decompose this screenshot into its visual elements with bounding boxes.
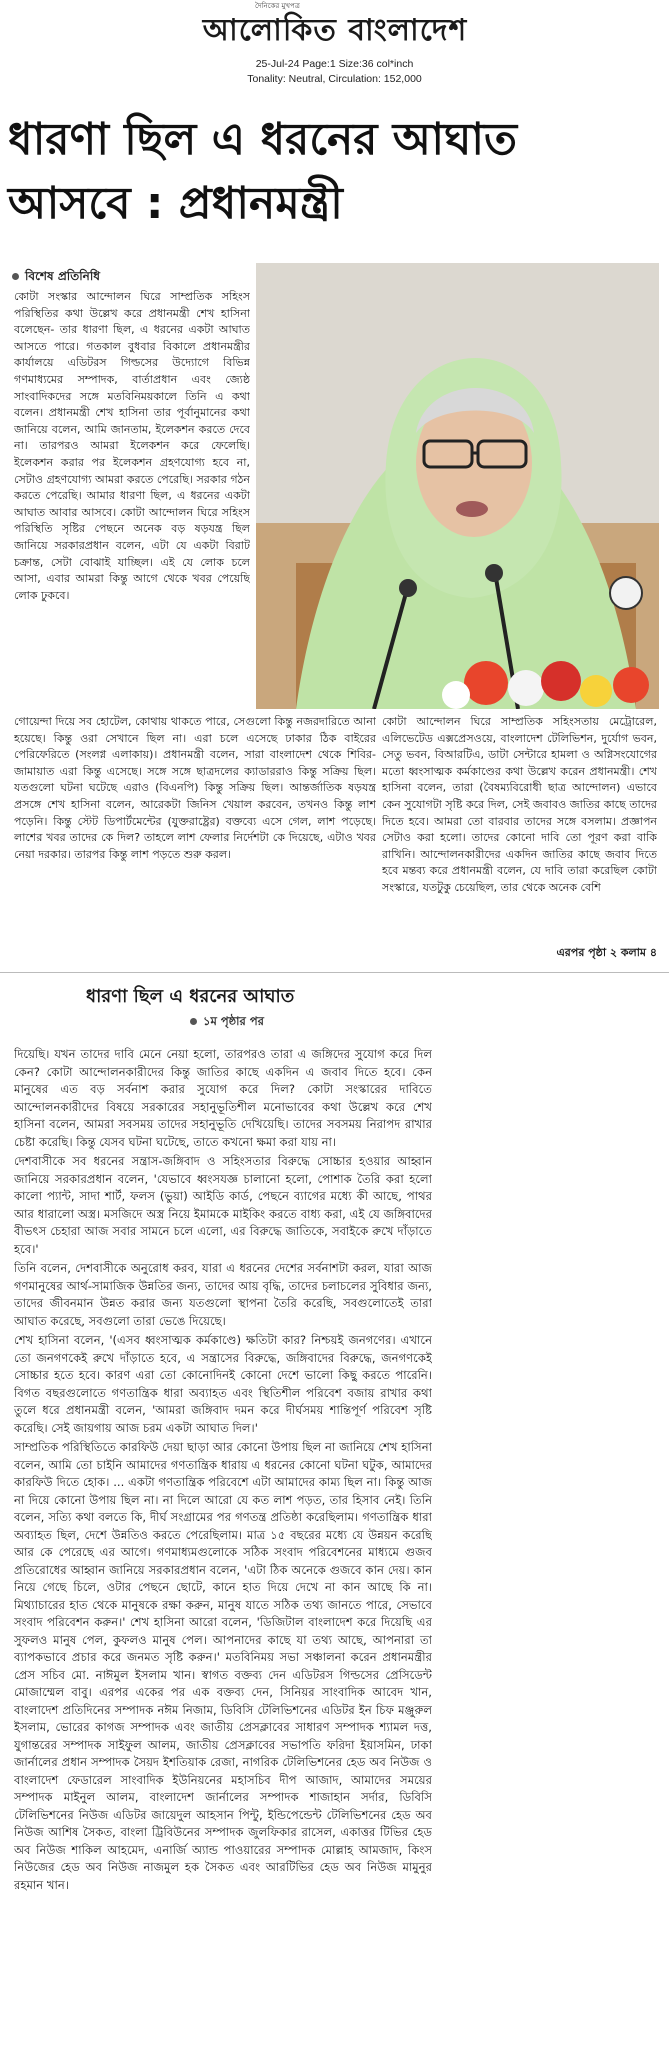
brand-tagline: দৈনিকের মুখপত্র <box>255 2 300 10</box>
continuation-paragraph: তিনি বলেন, দেশবাসীকে অনুরোধ করব, যারা এ ধরনের দেশের সর্বনাশটা করল, যারা আজ গণমানুষের আর্থ-সামাজিক উন্নতির জন্য, তাদের আয় বৃদ্ধি, তাদের চলাচলের সুবিধার জন্য, তাদের জীবনমান উন্নত করার জন্য যতগুলো স্থাপনা তৈরি করেছি, সবগুলোতেই তারা আঘাত করেছে, সবগুলো তারা ভেঙে দিয়েছে। <box>14 1261 432 1328</box>
article-photo <box>256 263 659 709</box>
masthead <box>0 0 669 92</box>
section-divider <box>0 972 669 973</box>
continuation-paragraph: সাম্প্রতিক পরিস্থিতিতে কারফিউ দেয়া ছাড়া আর কোনো উপায় ছিল না জানিয়ে শেখ হাসিনা বলেন, আমি তো চাইনি আমাদের গণতান্ত্রিক ধারায় এ ধরনের কোনো ঘটনা ঘটুক, আমাদের কারফিউ দিতে হোক। ... একটা গণতান্ত্রিক পরিবেশে এটা আমাদের কাম্য ছিল না। কিন্তু আজ না দিয়ে কোনো উপায় ছিল না। না দিলে আরো যে কত লাশ পড়ত, তার হিসাব নেই। তিনি বলেন, সত্যি কথা বলতে কি, দীর্ঘ সংগ্রামের পর গণতন্ত্র প্রতিষ্ঠা করেছিলাম। গণতান্ত্রিক ধারা অব্যাহত ছিল, দেশে উন্নতিও করতে পেরেছিলাম। মাত্র ১৫ বছরের মধ্যে যে উন্নয়ন করেছি আর কে পেরেছে এর আগে। গণমাধ্যমগুলোকে সঠিক সংবাদ পরিবেশনের মাধ্যমে গুজব প্রতিরোধের আহ্বান জানিয়ে সরকারপ্রধান বলেন, 'এটা ঠিক অনেকে গুজবে কান দেয়। কান নিয়ে গেছে চিলে, ওটার পেছনে ছোটে, কানে হাত দিয়ে দেখে না কান আছে কি না। মিথ্যাচারের হাত থেকে মানুষকে রক্ষা করুন, মানুষ যাতে সঠিক তথ্য জানতে পারে, সেভাবে সংবাদ পরিবেশন করুন।' শেখ হাসিনা আরো বলেন, 'ডিজিটাল বাংলাদেশ করে দিয়েছি এর সুফলও মানুষ পেল, কুফলও মানুষ পেল। আপনাদের কাছে যা তথ্য আছে, আপনারা তা ব্যাপকভাবে প্রচার করে জনমত সৃষ্টি করুন।' মতবিনিময় সভা সঞ্চালনা করেন প্রধানমন্ত্রীর প্রেস সচিব মো. নাঈমুল ইসলাম খান। স্বাগত বক্তব্য দেন এডিটরস গিল্ডসের প্রেসিডেন্ট মোজাম্মেল বাবু। এরপর একের পর এক বক্তব্য দেন, সিনিয়র সাংবাদিক আবেদ খান, বাংলাদেশ প্রতিদিনের সম্পাদক নঈম নিজাম, ডিবিসি টেলিভিশনের এডিটর ইন চিফ মঞ্জুরুল ইসলাম, ভোরের কাগজ সম্পাদক এবং জাতীয় প্রেসক্লাবের সাধারণ সম্পাদক শ্যামল দত্ত, যুগান্তরের সম্পাদক সাইফুল আলম, জাতীয় প্রেসক্লাবের সভাপতি ফরিদা ইয়াসমিন, ঢাকা জার্নালের প্রধান সম্পাদক সৈয়দ ইশতিয়াক রেজা, নাগরিক টেলিভিশনের হেড অব নিউজ ও বাংলাদেশ ফেডারেল সাংবাদিক ইউনিয়নের মহাসচিব দীপ আজাদ, আমাদের সময়ের সম্পাদক মাইনুল আলম, বাংলাদেশ জার্নালের সম্পাদক শাজাহান সর্দার, ডিবিসি টেলিভিশনের নিউজ এডিটর জায়েদুল আহসান পিন্টু, ইন্ডিপেন্ডেন্ট টেলিভিশনের হেড অব নিউজ আশিষ সৈকত, বাংলা ট্রিবিউনের সম্পাদক জুলফিকার রাসেল, একাত্তর টিভির হেড অব নিউজ শাকিল আহমেদ, এনার্জি অ্যান্ড পাওয়ারের সম্পাদক মোল্লাহ আমজাদ, কিংস নিউজের হেড অব নিউজ নাজমুল হক সৈকত এবং আরটিভির হেড অব নিউজ মামুনুর রহমান খান। <box>14 1440 432 1892</box>
continuation-paragraph: দিয়েছি। যখন তাদের দাবি মেনে নেয়া হলো, তারপরও তারা এ জঙ্গিদের সুযোগ করে দিল কেন? কোটা আন্দোলনকারীদের কিন্তু জাতির কাছে একদিন এ জবাব দিতে হবে। কেন মানুষের এত বড় সর্বনাশ করার সুযোগ করে দিল? কোটা সংস্কারের দাবিতে আন্দোলনকারীদের বিষয়ে সরকারের সহানুভূতিশীল মনোভাবের কথা উল্লেখ করে শেখ হাসিনা বলেন, আমরা সবসময় তাদের সহানুভূতি দেখিয়েছি। তাদের সবসময় নিরাপদ রাখার চেষ্টা করেছি। কিন্তু যেসব ঘটনা ঘটেছে, তাতে কখনো ক্ষমা করা যায় না। <box>14 1047 432 1149</box>
clipping-meta-circulation: Tonality: Neutral, Circulation: 152,000 <box>247 73 422 85</box>
article-headline <box>8 108 662 236</box>
byline-text: বিশেষ প্রতিনিধি <box>25 269 100 283</box>
photo-illustration <box>256 263 659 709</box>
continued-from-label <box>190 1013 264 1032</box>
headline-line-2: আসবে : প্রধানমন্ত্রী <box>8 178 343 229</box>
article-paragraph-1: কোটা সংস্কার আন্দোলন ঘিরে সাম্প্রতিক সহিংস পরিস্থিতির কথা উল্লেখ করে প্রধানমন্ত্রী শেখ হাসিনা বলেছেন- তার ধারণা ছিল, এ ধরনের একটা আঘাত আসতে পারে। গতকাল বুধবার বিকালে প্রধানমন্ত্রীর কার্যালয়ে এডিটরস গিল্ডসের উদ্যোগে বিভিন্ন গণমাধ্যমের সম্পাদক, বার্তাপ্রধান এবং জ্যেষ্ঠ সাংবাদিকদের সঙ্গে মতবিনিময়কালে তিনি এ কথা বলেন। প্রধানমন্ত্রী শেখ হাসিনা তার পূর্বানুমানের কথা জানিয়ে বলেন, আমি জানতাম, ইলেকশন করতে দেবে না। তারপরও আমরা ইলেকশন করে ফেলেছি। ইলেকশন করার পর ইলেকশন গ্রহণযোগ্য হবে না, সেটাও গ্রহণযোগ্য আমরা করতে পেরেছি। সরকার গঠন করতে পেরেছি। আমার ধারণা ছিল, এ ধরনের একটা আঘাত আবার আসবে। কোটা আন্দোলন ঘিরে সহিংস পরিস্থিতি সৃষ্টির পেছনে অনেক বড় ষড়যন্ত্র ছিল জানিয়ে সরকারপ্রধান বলেন, এটা যে একটা বিরাট চক্রান্ত, সেটা বোঝাই যাচ্ছিল। এই যে লোক চলে আসা, এবার আমরা কিন্তু আগে থেকে খবর পেয়েছি লোক ঢুকবে। <box>14 290 250 602</box>
article-paragraph-3: কোটা আন্দোলন ঘিরে সাম্প্রতিক সহিংসতায় মেট্রোরেল, এলিভেটেড এক্সপ্রেসওয়ে, বাংলাদেশ টেলিভিশন, দুর্যোগ ভবন, সেতু ভবন, বিআরটিএ, ডাটা সেন্টারে হামলা ও অগ্নিসংযোগের মতো ধ্বংসাত্মক কর্মকাণ্ডের কথা উল্লেখ করেন প্রধানমন্ত্রী। শেখ হাসিনা বলেন, তারা (বৈষম্যবিরোধী ছাত্র আন্দোলন) এভাবে কেন সুযোগটা সৃষ্টি করে দিল, সেই জবাবও জাতির কাছে তাদের দিতে হবে। আমরা তো বারবার তাদের সঙ্গে বসলাম। প্রজ্ঞাপন সেটাও করা হলো। তাদের কোনো দাবি তো পূরণ করা বাকি রাখিনি। আন্দোলনকারীদের একদিন জাতির কাছে জবাব দিতে হবে মন্তব্য করে প্রধানমন্ত্রী বলেন, যে দাবি তারা করেছিল কোটা সংস্কারে, যতটুকু চেয়েছিল, তার থেকে অনেক বেশি <box>382 715 657 894</box>
article-paragraph-2: গোয়েন্দা দিয়ে সব হোটেল, কোথায় থাকতে পারে, সেগুলো কিন্তু নজরদারিতে আনা হয়েছে। কিন্তু ওরা সেখানে ছিল না। এরা চলে এসেছে ঢাকার ঠিক বাইরের পেরিফেরিতে (সংলগ্ন এলাকায়)। প্রধানমন্ত্রী বলেন, সারা বাংলাদেশ থেকে শিবির-জামায়াত এরা কিন্তু এসেছে। সঙ্গে সঙ্গে ছাত্রদলের ক্যাডাররাও কিন্তু সক্রিয় ছিল। যতগুলো ঘটনা ঘটেছে এরাও (বিএনপি) কিন্তু সক্রিয় ছিল। আন্তর্জাতিক ষড়যন্ত্র প্রসঙ্গে শেখ হাসিনা বলেন, আরেকটা জিনিস খেয়াল করবেন, তখনও কিন্তু লাশ পড়েনি। কিন্তু স্টেট ডিপার্টমেন্টের (যুক্তরাষ্ট্রের) বক্তব্যে এসে গেল, লাশ পড়েছে। লাশের খবর তাদের কে দিল? তাহলে লাশ ফেলার নির্দেশটা কে দিয়েছে, এটাও খবর নেয়া দরকার। তারপর কিন্তু লাশ পড়তে শুরু করল। <box>14 715 376 861</box>
continued-on-label: এরপর পৃষ্ঠা ২ কলাম ৪ <box>556 946 657 959</box>
continuation-paragraph: শেখ হাসিনা বলেন, '(এসব ধ্বংসাত্মক কর্মকাণ্ডে) ক্ষতিটা কার? নিশ্চয়ই জনগণের। এখানে তো জনগণকেই রুখে দাঁড়াতে হবে, এ সন্ত্রাসের বিরুদ্ধে, জঙ্গিবাদের বিরুদ্ধে, জনগণকেই সোচ্চার হতে হবে। কারণ এরা তো কোনোদিনই কোনো দেশে ভালো কিছু করতে পারেনি। বিগত বছরগুলোতে গণতান্ত্রিক ধারা অব্যাহত এবং স্থিতিশীল পরিবেশ বজায় রাখার কথা তুলে ধরে প্রধানমন্ত্রী বলেন, 'আমরা জঙ্গিবাদ দমন করে দীর্ঘসময় শান্তিপূর্ণ পরিবেশ সৃষ্টি করেছি। সেই জায়গায় আজ চরম একটা আঘাত দিল।' <box>14 1333 432 1435</box>
continuation-headline: ধারণা ছিল এ ধরনের আঘাত <box>86 986 295 1007</box>
bullet-icon <box>12 273 19 280</box>
bullet-icon <box>190 1018 197 1025</box>
newspaper-logo: আলোকিত বাংলাদেশ <box>202 13 468 48</box>
clipping-meta-date: 25-Jul-24 Page:1 Size:36 col*inch <box>255 58 414 70</box>
continuation-body <box>14 1046 432 2046</box>
continuation-paragraph: দেশবাসীকে সব ধরনের সন্ত্রাস-জঙ্গিবাদ ও সহিংসতার বিরুদ্ধে সোচ্চার হওয়ার আহ্বান জানিয়ে সরকারপ্রধান বলেন, 'যেভাবে ধ্বংসযজ্ঞ চালানো হলো, পোশাক তৈরি করা হলো কালো প্যান্ট, সাদা শার্ট, ফলস (ভুয়া) আইডি কার্ড, পেছনে ব্যাগের মধ্যে কী আছে, পাথর আর ধারালো অস্ত্র। মসজিদে অস্ত্র নিয়ে ইমামকে মাইকিং করতে বাধ্য করা, এই যে জঙ্গিবাদের বীভৎস চেহারা আজ সবার সামনে চলে এলো, এর বিরুদ্ধে জাতিকে, সবাইকে রুখে দাঁড়াতে হবে।' <box>14 1154 432 1256</box>
byline <box>12 268 252 288</box>
page-ref-text: ১ম পৃষ্ঠার পর <box>203 1014 264 1028</box>
headline-line-1: ধারণা ছিল এ ধরনের আঘাত <box>8 114 518 165</box>
